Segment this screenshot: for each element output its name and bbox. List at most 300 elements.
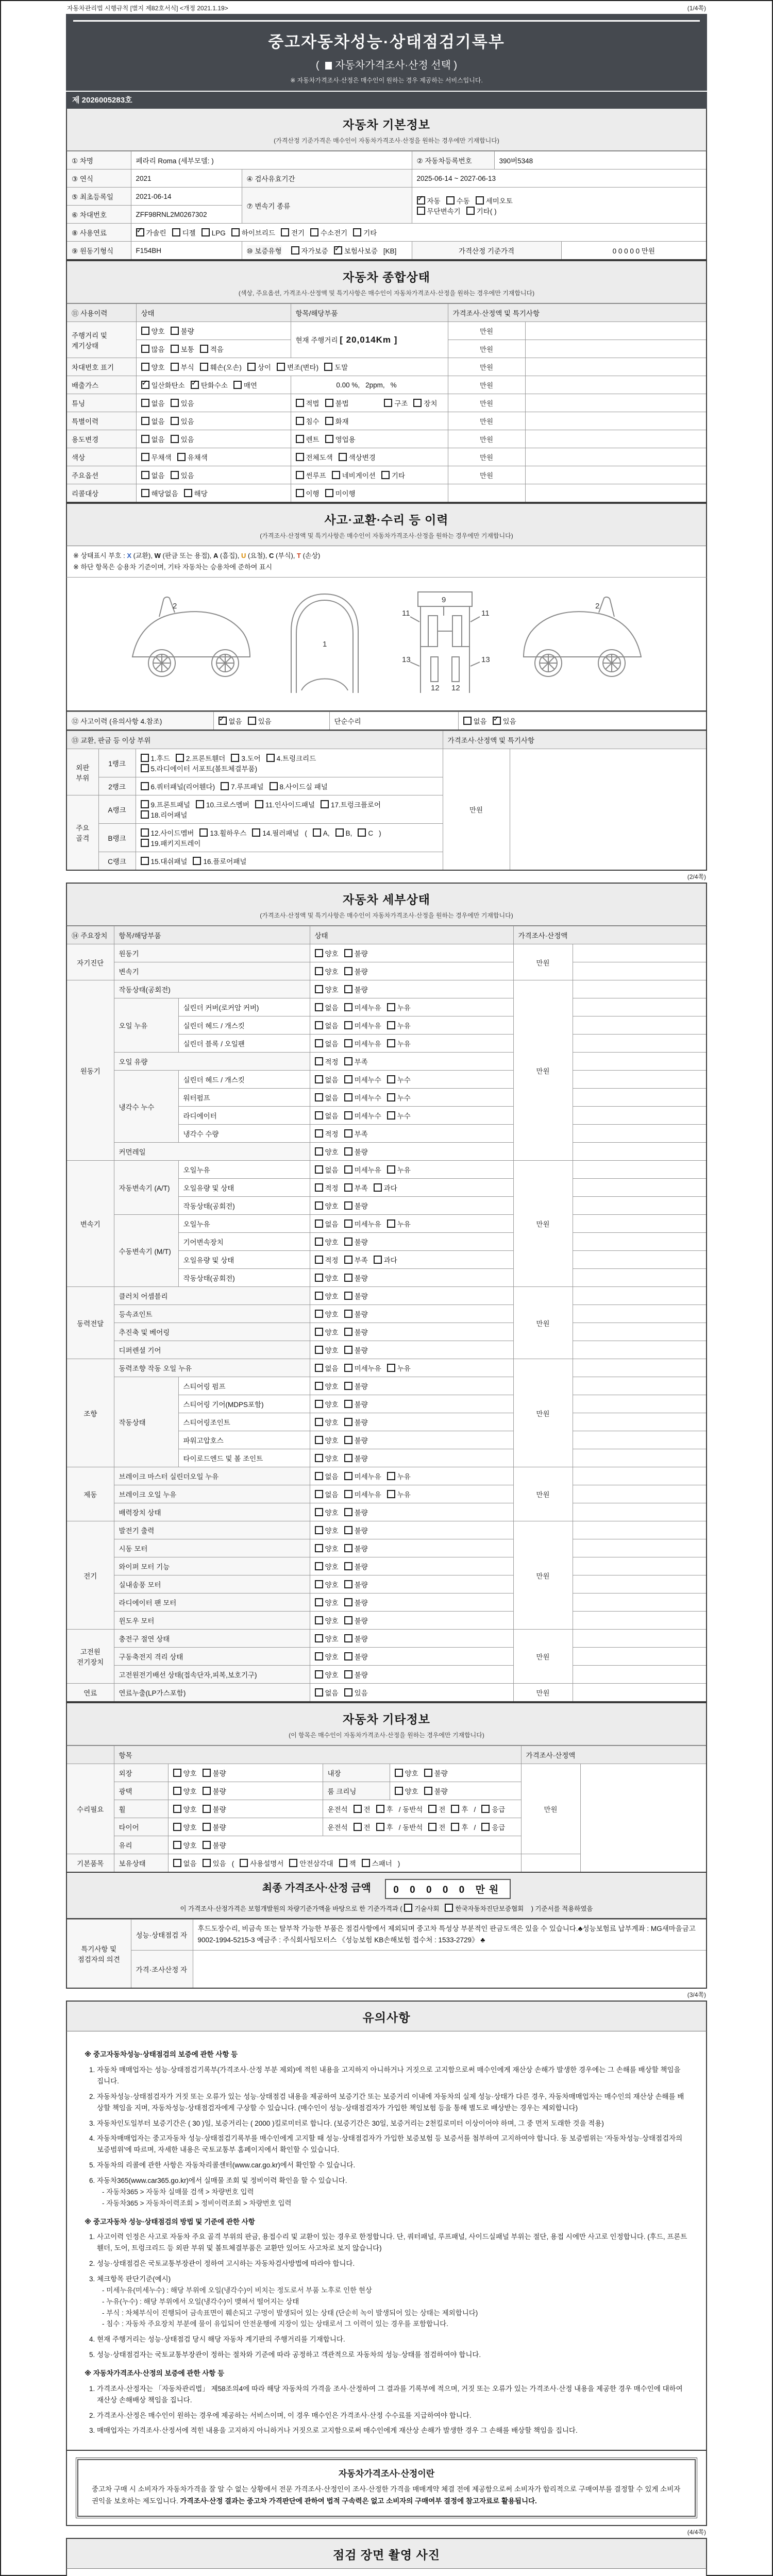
remark-cell — [573, 1143, 707, 1161]
checkbox[interactable] — [289, 1859, 297, 1867]
checkbox[interactable] — [315, 1580, 323, 1588]
checkbox[interactable] — [315, 1310, 323, 1318]
device-group-label: 자기진단 — [66, 944, 114, 980]
checkbox[interactable] — [141, 764, 149, 772]
checkbox[interactable] — [451, 1823, 459, 1831]
checkbox[interactable] — [324, 363, 332, 371]
checkbox[interactable] — [141, 489, 149, 497]
checkbox-option: 있음 — [248, 716, 272, 726]
checkbox[interactable] — [344, 1256, 352, 1264]
checkbox[interactable] — [203, 1787, 211, 1795]
checkbox[interactable] — [315, 1508, 323, 1516]
checkbox[interactable] — [493, 717, 501, 725]
checkbox[interactable] — [321, 800, 329, 808]
option-text: [KB] — [383, 247, 397, 255]
status-options — [310, 1071, 513, 1089]
checkbox[interactable] — [353, 228, 361, 236]
checkbox[interactable] — [325, 417, 333, 425]
checkbox[interactable] — [387, 1093, 395, 1101]
checkbox[interactable] — [315, 985, 323, 993]
checkbox[interactable] — [201, 228, 210, 236]
checkbox[interactable] — [404, 1904, 412, 1912]
checkbox[interactable] — [141, 345, 149, 353]
checkbox-option: 양호 — [315, 1651, 339, 1662]
checkbox[interactable] — [344, 1598, 352, 1606]
checkbox[interactable] — [315, 1165, 323, 1174]
checkbox-option: 과다 — [374, 1255, 397, 1265]
checkbox[interactable] — [344, 1688, 352, 1697]
table-row — [66, 242, 707, 260]
checkbox[interactable] — [141, 810, 149, 819]
checkbox-option: 전기 — [281, 227, 305, 238]
checkbox[interactable] — [315, 1346, 323, 1354]
checkbox[interactable] — [387, 1075, 395, 1083]
checkbox[interactable] — [141, 857, 149, 865]
checkbox[interactable] — [315, 1183, 323, 1192]
checkbox-option: 없음 — [141, 434, 165, 444]
checkbox[interactable] — [141, 782, 149, 790]
checkbox[interactable] — [446, 196, 455, 205]
checkbox-option: 양호 — [315, 1146, 339, 1157]
checkbox[interactable] — [315, 1454, 323, 1462]
checkbox[interactable] — [277, 363, 285, 371]
status-options — [310, 1594, 513, 1612]
checkbox[interactable] — [315, 1057, 323, 1065]
field-first-reg-label: ⑤ 최초등록일 — [66, 188, 131, 206]
checkbox[interactable] — [374, 1183, 382, 1192]
status-options — [310, 1612, 513, 1630]
checkbox[interactable] — [344, 967, 352, 975]
checkbox[interactable] — [344, 1310, 352, 1318]
checkbox[interactable] — [141, 839, 149, 847]
checkbox[interactable] — [445, 1904, 453, 1912]
item-label: 윈도우 모터 — [114, 1612, 310, 1630]
interior-label: 내장 — [323, 1764, 390, 1782]
col-price: 가격조사·산정액 — [521, 1746, 707, 1764]
checkbox[interactable] — [313, 828, 321, 837]
checkbox[interactable] — [344, 1418, 352, 1426]
checkbox[interactable] — [231, 754, 239, 762]
checkbox[interactable] — [344, 1039, 352, 1047]
checkbox[interactable] — [191, 381, 199, 389]
checkbox[interactable] — [315, 1472, 323, 1480]
checkbox[interactable] — [344, 1580, 352, 1588]
checkbox[interactable] — [203, 1859, 211, 1867]
checkbox[interactable] — [315, 1003, 323, 1011]
checkbox[interactable] — [315, 1093, 323, 1101]
checkbox-option: 16.플로어패널 — [193, 856, 246, 866]
checkbox[interactable] — [315, 1652, 323, 1660]
checkbox[interactable] — [387, 1003, 395, 1011]
checkbox[interactable] — [248, 717, 256, 725]
checkbox[interactable] — [315, 1688, 323, 1697]
checkbox[interactable] — [344, 1274, 352, 1282]
checkbox[interactable] — [395, 1787, 403, 1795]
item-label: 브레이크 오일 누유 — [114, 1485, 310, 1503]
checkbox[interactable] — [141, 471, 149, 479]
remark-cell — [573, 1612, 707, 1630]
checkbox[interactable] — [387, 1364, 395, 1372]
checkbox[interactable] — [315, 1238, 323, 1246]
checkbox-option: 양호 — [315, 1633, 339, 1643]
checkbox[interactable] — [344, 1328, 352, 1336]
checkbox[interactable] — [171, 327, 179, 335]
checkbox[interactable] — [291, 246, 299, 255]
checkbox-option: 14.필러패널 — [252, 827, 299, 838]
checkbox[interactable] — [413, 399, 422, 407]
checkbox[interactable] — [344, 1382, 352, 1390]
row-mileage-label: 주행거리 및 계기상태 — [66, 322, 136, 358]
checkbox[interactable] — [141, 453, 149, 461]
checkbox[interactable] — [247, 363, 256, 371]
checkbox-option: 불량 — [344, 1273, 368, 1283]
checkbox[interactable] — [296, 399, 304, 407]
checkbox[interactable] — [451, 1805, 459, 1813]
checkbox[interactable] — [335, 828, 344, 837]
checkbox[interactable] — [240, 1859, 248, 1867]
checkbox[interactable] — [344, 1075, 352, 1083]
item-label: 시동 모터 — [114, 1539, 310, 1557]
checkbox[interactable] — [203, 1769, 211, 1777]
checkbox[interactable] — [334, 246, 342, 255]
simple-repair-options — [458, 712, 707, 731]
checkbox[interactable] — [203, 1823, 211, 1831]
checkbox[interactable] — [325, 399, 333, 407]
field-car-name-label: ① 차명 — [66, 151, 131, 170]
checkbox[interactable] — [344, 1057, 352, 1065]
checkbox[interactable] — [176, 754, 184, 762]
checkbox[interactable] — [315, 1670, 323, 1679]
notice-item: 2. 자동차성능·상태점검자가 거짓 또는 오류가 있는 성능·상태점검 내용을 제공하여 보증기간 또는 보증거리 이내에 자동차의 실제 성능·상태가 다른 경우, 자동차매매업자는 매수인의 재산상 손해를 배상할 책임을 지며, 자동차성능·상태점검자에게 구상할 수 있습니다. (매수인이 성능·상태점검자가 가입한 책임보험 등을 통해 별도로 배상받는 경우는 제외합니다) — [97, 2091, 688, 2114]
checkbox[interactable] — [344, 1526, 352, 1534]
field-vin-value: ZFF98RNL2M0267302 — [131, 206, 242, 224]
checkbox[interactable] — [344, 1201, 352, 1210]
checkbox[interactable] — [344, 1129, 352, 1138]
checkbox-option: 양호 — [315, 1669, 339, 1680]
checkbox[interactable] — [171, 363, 179, 371]
table-row — [66, 430, 707, 448]
checkbox[interactable] — [387, 1111, 395, 1120]
checkbox[interactable] — [296, 471, 304, 479]
checkbox[interactable] — [315, 1418, 323, 1426]
checkbox[interactable] — [296, 417, 304, 425]
checkbox[interactable] — [344, 1634, 352, 1642]
checkbox[interactable] — [344, 1111, 352, 1120]
checkbox-option: 누수 — [387, 1110, 411, 1121]
checkbox[interactable] — [141, 754, 149, 762]
notice-item: 3. 체크항목 판단기준(예시) - 미세누유(미세누수) : 해당 부위에 오일(냉각수)이 비치는 정도로서 부품 노후로 인한 현상 - 누유(누수) : 해당 부위에서 오일(냉각수)이 맺혀서 떨어지는 상태 - 부식 : 차체부식이 진행되어 금속표면이 훼손되고 구멍이 발생되어 있는 상태 (단순히 녹이 발생되어 있는 상태는 제외합니다) - 침수 : 자동차 주요장치 부분에 물이 유입되어 안전운행에 지장이 있는 상태로서 그 이력이 있는 경우를 포함합니다. — [97, 2274, 688, 2330]
checkbox[interactable] — [141, 381, 149, 389]
checkbox-option: 18.리어패널 — [141, 809, 188, 820]
checkbox-option: 양호 — [315, 1291, 339, 1301]
checkbox[interactable] — [315, 1616, 323, 1624]
checkbox[interactable] — [136, 228, 144, 236]
checkbox[interactable] — [376, 1823, 384, 1831]
checkbox[interactable] — [354, 1823, 362, 1831]
checkbox[interactable] — [417, 207, 425, 215]
checkbox[interactable] — [315, 1256, 323, 1264]
checkbox[interactable] — [387, 1490, 395, 1498]
checkbox[interactable] — [141, 399, 149, 407]
remarks-group-label: 특기사항 및 점검자의 의견 — [66, 1920, 131, 1989]
item-label: 작동상태 — [114, 1377, 178, 1467]
checkbox[interactable] — [141, 363, 149, 371]
checkbox[interactable] — [344, 1508, 352, 1516]
checkbox[interactable] — [315, 1328, 323, 1336]
checkbox[interactable] — [270, 782, 278, 790]
checkbox[interactable] — [344, 1346, 352, 1354]
row-usage-change-label: 용도변경 — [66, 430, 136, 448]
checkbox[interactable] — [344, 1147, 352, 1156]
checkbox-option: 부족 — [344, 1056, 368, 1066]
checkbox[interactable] — [424, 1769, 432, 1777]
checkbox[interactable] — [173, 1859, 181, 1867]
status-options — [310, 998, 513, 1016]
checkbox[interactable] — [387, 1472, 395, 1480]
checkbox[interactable] — [171, 435, 179, 443]
checkbox[interactable] — [315, 1562, 323, 1570]
checkbox[interactable] — [424, 1787, 432, 1795]
checkbox-option: 없음 — [315, 1471, 339, 1481]
checkbox[interactable] — [199, 828, 208, 837]
checkbox[interactable] — [315, 1219, 323, 1228]
checkbox[interactable] — [417, 196, 425, 205]
checkbox[interactable] — [428, 1805, 436, 1813]
checkbox[interactable] — [315, 1021, 323, 1029]
checkbox-option: 양호 — [173, 1804, 197, 1814]
checkbox[interactable] — [466, 207, 475, 215]
checkbox[interactable] — [315, 1526, 323, 1534]
checkbox[interactable] — [344, 1436, 352, 1444]
vin-marking-options — [136, 358, 448, 376]
field-fuel-label: ⑧ 사용연료 — [66, 224, 131, 242]
checkbox[interactable] — [463, 717, 472, 725]
option-text: ) — [397, 1860, 400, 1868]
checkbox[interactable] — [387, 1219, 395, 1228]
checkbox[interactable] — [172, 228, 180, 236]
notice-block-heading: ※ 중고자동차성능·상태점검의 보증에 관한 사항 등 — [85, 2050, 238, 2059]
checkbox[interactable] — [141, 327, 149, 335]
table-row — [66, 980, 707, 998]
checkbox-option: 13.휠하우스 — [199, 827, 246, 838]
checkbox[interactable] — [173, 1787, 181, 1795]
col-usage-history: ⑪ 사용이력 — [66, 304, 136, 322]
table-row — [66, 170, 707, 188]
notice-block — [85, 2368, 688, 2436]
option-text: % — [390, 381, 397, 389]
checkbox[interactable] — [387, 1039, 395, 1047]
checkbox[interactable] — [173, 1769, 181, 1777]
checkbox[interactable] — [310, 228, 318, 236]
checkbox[interactable] — [344, 949, 352, 957]
checkbox[interactable] — [296, 453, 304, 461]
checkbox-option: 수동 — [446, 195, 470, 206]
checkbox[interactable] — [481, 1805, 490, 1813]
checkbox[interactable] — [177, 453, 186, 461]
checkbox[interactable] — [171, 399, 179, 407]
checkbox[interactable] — [141, 435, 149, 443]
checkbox-option: 불량 — [344, 1633, 368, 1643]
checkbox[interactable] — [344, 1165, 352, 1174]
checkbox[interactable] — [354, 1805, 362, 1813]
table-row — [66, 322, 707, 340]
exchange-price-label: 가격조사·산정액 및 특기사항 — [443, 731, 707, 749]
checkbox[interactable] — [171, 471, 179, 479]
price-info-text: 중고차 구매 시 소비자가 자동차가격을 잘 알 수 없는 상황에서 전문 가격조사·산정인이 조사·산정한 가격을 매매계약 체결 전에 제공함으로써 소비자가 합리적으로 구매여부를 결정할 수 있게 소비자 권익을 보호하는 제도입니다. 가격조사·산정 결과는 중고차 가격판단에 관하여 법적 구속력은 없고 소비자의 구매여부 결정에 참고자료로 활용됩니다. — [92, 2485, 681, 2505]
checkbox[interactable] — [315, 1544, 323, 1552]
checkbox[interactable] — [252, 828, 260, 837]
simple-repair-label: 단순수리 — [329, 712, 458, 731]
checkbox[interactable] — [344, 1652, 352, 1660]
checkbox[interactable] — [315, 1400, 323, 1408]
checkbox[interactable] — [173, 1841, 181, 1849]
checkbox[interactable] — [344, 1454, 352, 1462]
checkbox[interactable] — [344, 1238, 352, 1246]
part-label: 작동상태(공회전) — [178, 1269, 310, 1287]
checkbox[interactable] — [141, 828, 149, 837]
price-info-inner — [77, 2459, 696, 2517]
checkbox[interactable] — [315, 1129, 323, 1138]
checkbox[interactable] — [141, 417, 149, 425]
checkbox[interactable] — [381, 471, 390, 479]
checkbox[interactable] — [281, 228, 289, 236]
checkbox[interactable] — [315, 1364, 323, 1372]
checkbox[interactable] — [266, 754, 275, 762]
checkbox[interactable] — [344, 1616, 352, 1624]
checkbox-option: 불량 — [344, 1597, 368, 1607]
checkbox[interactable] — [344, 1562, 352, 1570]
checkbox[interactable] — [344, 1292, 352, 1300]
checkbox[interactable] — [173, 1823, 181, 1831]
checkbox[interactable] — [376, 1805, 384, 1813]
checkbox[interactable] — [428, 1823, 436, 1831]
checkbox-option: 양호 — [395, 1786, 418, 1796]
checkbox[interactable] — [315, 1111, 323, 1120]
checkbox[interactable] — [315, 1147, 323, 1156]
remark-cell — [525, 466, 707, 484]
item-label: 등속죠인트 — [114, 1305, 310, 1323]
checkbox[interactable] — [231, 228, 240, 236]
title-header — [66, 14, 707, 92]
item-label: 변속기 — [114, 962, 310, 980]
checkbox[interactable] — [325, 489, 333, 497]
checkbox[interactable] — [315, 949, 323, 957]
checkbox[interactable] — [358, 828, 366, 837]
checkbox[interactable] — [344, 1490, 352, 1498]
checkbox[interactable] — [344, 1219, 352, 1228]
checkbox[interactable] — [344, 1021, 352, 1029]
tuning-options — [136, 394, 291, 412]
polish-label: 광택 — [114, 1782, 168, 1800]
checkbox[interactable] — [384, 399, 392, 407]
part-label: 실린더 커버(로커암 커버) — [178, 998, 310, 1016]
checkbox-option: B, — [335, 828, 352, 837]
checkbox[interactable] — [219, 717, 227, 725]
checkbox[interactable] — [203, 1841, 211, 1849]
checkbox[interactable] — [481, 1823, 490, 1831]
checkbox[interactable] — [387, 1021, 395, 1029]
checkbox[interactable] — [315, 1634, 323, 1642]
checkbox[interactable] — [339, 1859, 347, 1867]
checkbox[interactable] — [171, 417, 179, 425]
checkbox[interactable] — [315, 1292, 323, 1300]
remark-cell — [573, 1575, 707, 1594]
checkbox[interactable] — [141, 800, 149, 808]
checkbox[interactable] — [296, 435, 304, 443]
checkbox[interactable] — [255, 800, 263, 808]
exterior-options — [168, 1764, 323, 1782]
checkbox[interactable] — [344, 1364, 352, 1372]
checkbox-option: 9.프론트패널 — [141, 799, 190, 809]
checkbox[interactable] — [184, 489, 192, 497]
checkbox[interactable] — [332, 471, 340, 479]
checkbox[interactable] — [344, 985, 352, 993]
checkbox[interactable] — [196, 800, 204, 808]
status-options — [310, 1197, 513, 1215]
table-row — [66, 1950, 707, 1988]
checkbox[interactable] — [315, 1274, 323, 1282]
checkbox[interactable] — [233, 381, 242, 389]
diagram-label: 2 — [595, 602, 599, 611]
notice-item: 6. 자동차365(www.car365.go.kr)에서 실매물 조회 및 정비이력 확인을 할 수 있습니다. - 자동차365 > 자동차 실매물 검색 > 차량번호 입력 - 자동차365 > 자동차이력조회 > 정비이력조회 > 차량번호 입력 — [97, 2175, 688, 2209]
checkbox[interactable] — [344, 1670, 352, 1679]
remark-cell — [573, 1503, 707, 1521]
checkbox[interactable] — [315, 1490, 323, 1498]
checkbox[interactable] — [193, 857, 201, 865]
checkbox[interactable] — [374, 1256, 382, 1264]
checkbox[interactable] — [387, 1165, 395, 1174]
photo-section-header — [66, 2538, 707, 2569]
checkbox[interactable] — [315, 1436, 323, 1444]
checkbox[interactable] — [344, 1183, 352, 1192]
overall-status-title: 자동차 종합상태 — [343, 270, 430, 284]
checkbox[interactable] — [221, 782, 229, 790]
checkbox[interactable] — [315, 1039, 323, 1047]
checkbox[interactable] — [315, 1201, 323, 1210]
checkbox[interactable] — [296, 489, 304, 497]
checkbox[interactable] — [395, 1769, 403, 1777]
checkbox[interactable] — [315, 1598, 323, 1606]
checkbox[interactable] — [325, 435, 333, 443]
checkbox[interactable] — [339, 453, 347, 461]
checkbox[interactable] — [173, 1805, 181, 1813]
checkbox[interactable] — [344, 1472, 352, 1480]
checkbox-option: 없음 — [141, 470, 165, 480]
page-marker-3: (3/4쪽) — [687, 1991, 706, 1999]
accident-history-table — [66, 711, 707, 731]
checkbox[interactable] — [200, 363, 208, 371]
table-row — [66, 1557, 707, 1575]
checkbox[interactable] — [362, 1859, 370, 1867]
checkbox[interactable] — [344, 1093, 352, 1101]
checkbox[interactable] — [344, 1003, 352, 1011]
table-row — [66, 962, 707, 980]
checkbox[interactable] — [171, 345, 179, 353]
checkbox[interactable] — [344, 1400, 352, 1408]
checkbox[interactable] — [476, 196, 484, 205]
table-row — [66, 998, 707, 1016]
checkbox[interactable] — [203, 1805, 211, 1813]
table-row — [66, 1161, 707, 1179]
checkbox-option: 불량 — [344, 1381, 368, 1391]
checkbox[interactable] — [344, 1544, 352, 1552]
checkbox-option: 미이행 — [325, 488, 356, 498]
checkbox[interactable] — [200, 345, 208, 353]
checkbox[interactable] — [315, 1382, 323, 1390]
checkbox[interactable] — [315, 967, 323, 975]
checkbox[interactable] — [315, 1075, 323, 1083]
field-base-price-label: 가격산정 기준가격 — [412, 242, 561, 260]
